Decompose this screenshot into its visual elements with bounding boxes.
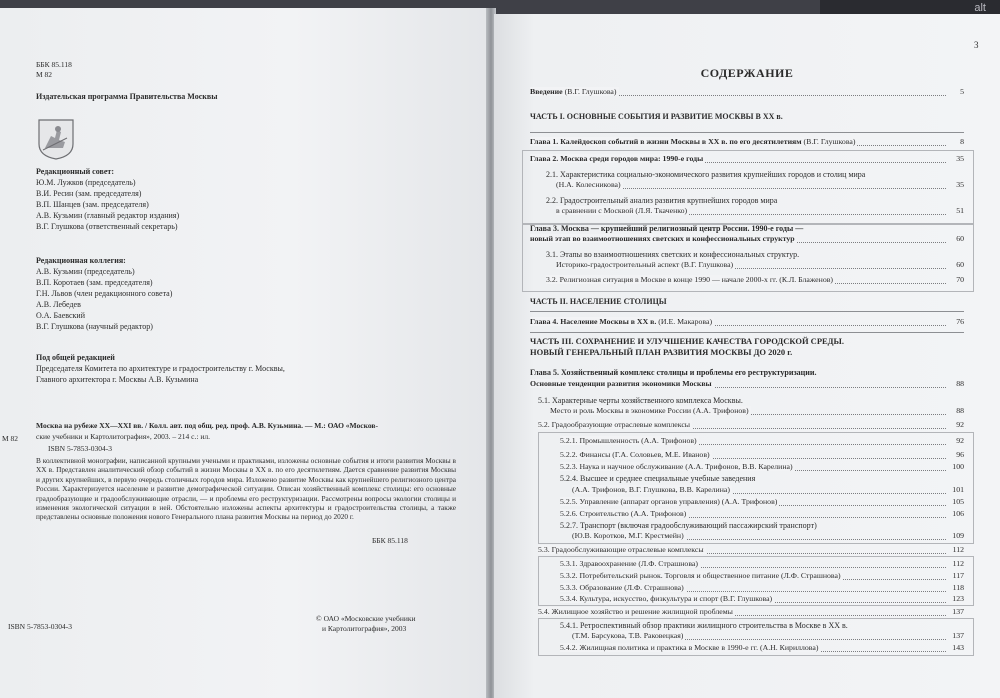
- toc-subentry: 5.3.3. Образование (Л.Ф. Страшнова) 118: [560, 583, 964, 592]
- board-member: В.Г. Глушкова (научный редактор): [36, 322, 153, 331]
- section-divider: [530, 332, 964, 333]
- toc-subentry: 5.2.4. Высшее и среднее специальные учебные заведения: [560, 474, 756, 483]
- annotation-paragraph: В коллективной монографии, написанной крупными учеными и практиками, изложены основные события и итоги развития Москвы в XX в. Представлен аналитический обзор событий в жизни Москвы в XX в. по его десятилетиям. Дается сравнение развития Москвы и других крупнейших, в первую очередь столичных городов мира. Изложено развитие Москвы как крупнейшего религиозного центра России. Характеризуется население и развитие демографической ситуации. Описан хозяйственный комплекс столицы: его основные градообразующие и градообслуживающие отрасли, — и проблемы его реструктуризации. Рассмотрены вопросы экологии столицы и изменения экологической ситуации в ней. Обстоятельно изложены аспекты архитектуры и градостроительства столицы, а также представлены основные положения нового Генерального плана развития Москвы на период до 2020 г.: [36, 456, 456, 522]
- toc-entry: Глава 4. Население Москвы в XX в. (И.Е. Макарова) 76: [530, 317, 964, 326]
- isbn-bottom: ISBN 5-7853-0304-3: [8, 622, 72, 631]
- toc-subentry: 3.2. Религиозная ситуация в Москве в конце 1990 — начале 2000-х гг. (К.Л. Блаженов) 70: [546, 275, 964, 284]
- toc-subentry: 5.3.4. Культура, искусство, физкультура и спорт (В.Г. Глушкова) 123: [560, 594, 964, 603]
- council-member: Ю.М. Лужков (председатель): [36, 178, 136, 187]
- publisher-program: Издательская программа Правительства Москвы: [36, 92, 218, 101]
- toc-entry: новый этап во взаимоотношениях светских и конфессиональных структур 60: [530, 234, 964, 243]
- toc-subentry: 5.2.1. Промышленность (А.А. Трифонов) 92: [560, 436, 964, 445]
- council-member: А.В. Кузьмин (главный редактор издания): [36, 211, 180, 220]
- editorial-council-title: Редакционный совет:: [36, 167, 114, 176]
- toc-subentry: 5.2.3. Наука и научное обслуживание (А.А. Трифонов, В.В. Карелина) 100: [560, 462, 964, 471]
- general-editor-line: Главного архитектора г. Москвы А.В. Кузьмина: [36, 375, 199, 384]
- copyright-line: © ОАО «Московские учебники: [316, 614, 416, 623]
- copyright-line: и Картолитография», 2003: [322, 624, 407, 633]
- toc-subentry: (Т.М. Барсукова, Т.В. Раковецкая) 137: [572, 631, 964, 640]
- bibliographic-line: Москва на рубеже XX—XXI вв. / Колл. авт. под общ. ред. проф. А.В. Кузьмина. — М.: ОАО «Москов-: [36, 421, 378, 430]
- keyboard-key-label: alt: [974, 2, 986, 14]
- toc-subentry: 5.4. Жилищное хозяйство и решение жилищной проблемы 137: [538, 607, 964, 616]
- contents-heading: СОДЕРЖАНИЕ: [700, 66, 794, 80]
- toc-subentry: (Ю.В. Коротков, М.Г. Крестмейн) 109: [572, 531, 964, 540]
- toc-entry: Глава 2. Москва среди городов мира: 1990-е годы 35: [530, 154, 964, 163]
- side-author-mark: М 82: [2, 434, 19, 443]
- toc-subentry: 5.3.1. Здравоохранение (Л.Ф. Страшнова) 112: [560, 559, 964, 568]
- section-divider: [530, 132, 964, 133]
- council-member: В.П. Шанцев (зам. председателя): [36, 200, 149, 209]
- editorial-board-title: Редакционная коллегия:: [36, 256, 126, 265]
- toc-subentry: 2.1. Характеристика социально-экономического развития крупнейших городов и столиц мира: [546, 170, 866, 179]
- general-editor-title: Под общей редакцией: [36, 353, 115, 362]
- moscow-emblem-icon: [37, 118, 75, 160]
- toc-subentry: 5.4.1. Ретроспективный обзор практики жилищного строительства в Москве в XX в.: [560, 621, 848, 630]
- bbk-code-bottom: ББК 85.118: [372, 536, 408, 545]
- council-member: В.И. Ресин (зам. председателя): [36, 189, 142, 198]
- right-page: [494, 14, 1000, 698]
- toc-subentry: 5.2.2. Финансы (Г.А. Соловьев, М.Е. Иванов) 96: [560, 450, 964, 459]
- part-heading: ЧАСТЬ II. НАСЕЛЕНИЕ СТОЛИЦЫ: [530, 297, 667, 306]
- toc-subentry: 5.2.5. Управление (аппарат органов управления) (А.А. Трифонов) 105: [560, 497, 964, 506]
- toc-chapter: Глава 3. Москва — крупнейший религиозный центр России. 1990-е годы —: [530, 224, 804, 233]
- part-heading: НОВЫЙ ГЕНЕРАЛЬНЫЙ ПЛАН РАЗВИТИЯ МОСКВЫ ДО 2020 г.: [530, 347, 793, 357]
- isbn-line: ISBN 5-7853-0304-3: [48, 444, 112, 453]
- toc-subentry: (А.А. Трифонов, В.Г. Глушкова, В.В. Карелина) 101: [572, 485, 964, 494]
- toc-subentry: в сравнении с Москвой (Л.Я. Ткаченко) 51: [556, 206, 964, 215]
- board-member: В.П. Коротаев (зам. председателя): [36, 278, 153, 287]
- council-member: В.Г. Глушкова (ответственный секретарь): [36, 222, 178, 231]
- toc-subentry: 5.2.6. Строительство (А.А. Трифонов) 106: [560, 509, 964, 518]
- toc-entry: Основные тенденции развития экономики Москвы 88: [530, 379, 964, 388]
- toc-subentry: Место и роль Москвы в экономике России (А.А. Трифонов) 88: [550, 406, 964, 415]
- toc-subentry: 5.3. Градообслуживающие отраслевые комплексы 112: [538, 545, 964, 554]
- bbk-code-top: ББК 85.118: [36, 60, 72, 69]
- board-member: О.А. Баевский: [36, 311, 85, 320]
- board-member: Г.Н. Львов (член редакционного совета): [36, 289, 173, 298]
- toc-subentry: 5.1. Характерные черты хозяйственного комплекса Москвы.: [538, 396, 743, 405]
- page-number: 3: [974, 40, 979, 50]
- toc-subentry: 5.3.2. Потребительский рынок. Торговля и общественное питание (Л.Ф. Страшнова) 117: [560, 571, 964, 580]
- toc-subentry: Историко-градостроительный аспект (В.Г. Глушкова) 60: [556, 260, 964, 269]
- toc-entry: Введение (В.Г. Глушкова) 5: [530, 87, 964, 96]
- toc-entry: Глава 1. Калейдоскоп событий в жизни Москвы в XX в. по его десятилетиям (В.Г. Глушкова) 8: [530, 137, 964, 146]
- general-editor-line: Председателя Комитета по архитектуре и градостроительству г. Москвы,: [36, 364, 285, 373]
- bibliographic-line: ские учебники и Картолитография», 2003. – 214 с.: ил.: [36, 432, 210, 441]
- toc-subentry: 5.2. Градообразующие отраслевые комплексы 92: [538, 420, 964, 429]
- toc-subentry: (Н.А. Колесникова) 35: [556, 180, 964, 189]
- part-heading: ЧАСТЬ III. СОХРАНЕНИЕ И УЛУЧШЕНИЕ КАЧЕСТВА ГОРОДСКОЙ СРЕДЫ.: [530, 336, 844, 346]
- author-mark-top: М 82: [36, 70, 53, 79]
- part-heading: ЧАСТЬ I. ОСНОВНЫЕ СОБЫТИЯ И РАЗВИТИЕ МОСКВЫ В XX в.: [530, 112, 783, 121]
- toc-subentry: 5.2.7. Транспорт (включая градообслуживающий пассажирский транспорт): [560, 521, 817, 530]
- board-member: А.В. Лебедев: [36, 300, 81, 309]
- toc-subentry: 5.4.2. Жилищная политика и практика в Москве в 1990-е гг. (А.Н. Кириллова) 143: [560, 643, 964, 652]
- left-page: [0, 8, 488, 698]
- board-member: А.В. Кузьмин (председатель): [36, 267, 135, 276]
- toc-subentry: 2.2. Градостроительный анализ развития крупнейших городов мира: [546, 196, 778, 205]
- section-divider: [530, 311, 964, 312]
- toc-chapter: Глава 5. Хозяйственный комплекс столицы и проблемы его реструктуризации.: [530, 368, 817, 377]
- toc-subentry: 3.1. Этапы во взаимоотношениях светских и конфессиональных структур.: [546, 250, 800, 259]
